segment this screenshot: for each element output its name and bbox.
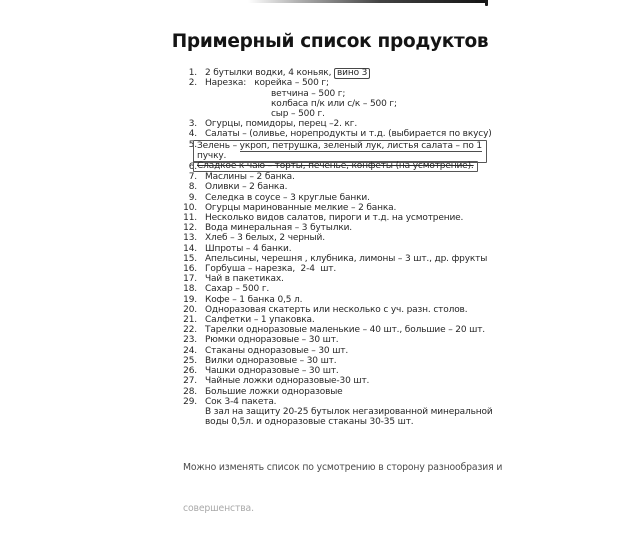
item-number: 14. [183,243,197,254]
list-item-continuation [179,109,493,119]
list-item-28 [179,387,493,397]
text-segment: Салаты – (оливье, норепродукты и [205,129,369,140]
item-number: 9. [188,192,197,203]
item-number: 15. [183,253,197,264]
list-item-20 [179,305,493,315]
item-text [205,356,336,366]
item-text [205,387,343,397]
list-item-29 [179,397,493,407]
text-segment: Нарезка: корейка – 500 г; [205,78,329,89]
text-segment: Вилки одноразовые – 30 шт. [205,355,337,366]
document-title: Примерный список продуктов [171,31,489,52]
list-item-11 [179,213,493,223]
item-text [205,203,396,213]
text-segment: Тарелки одноразовые маленькие – 40 шт., большие – 20 шт. [205,325,486,336]
item-text [205,182,287,192]
text-segment: т.д. [368,129,386,140]
item-number: 26. [183,366,197,377]
list-item-14 [179,244,493,254]
list-item-23 [179,335,493,345]
item-text [205,397,276,407]
item-text [205,264,336,274]
item-number: 13. [183,233,197,244]
item-number: 3. [188,119,197,130]
text-segment: Оливки – 2 банка. [205,182,288,193]
item-text [205,68,370,78]
text-segment: Кофе – 1 банка 0,5 л. [205,294,303,305]
footer-note [183,433,502,543]
text-segment: (выбирается по вкусу) [385,129,492,140]
item-text [205,407,493,417]
item-text [205,417,414,427]
list-item-27 [179,376,493,386]
text-segment: Маслины – 2 банка. [205,172,295,183]
list-item-12 [179,223,493,233]
item-number: 22. [183,325,197,336]
footer-line-2: совершенства. [183,502,254,514]
item-text [205,325,485,335]
item-number: 17. [183,274,197,285]
text-segment: Сок 3-4 пакета. [205,396,277,407]
item-number: 8. [188,182,197,193]
list-item-5 [179,140,493,162]
list-item-22 [179,325,493,335]
list-item-10 [179,203,493,213]
item-text [205,335,339,345]
item-text [205,274,284,284]
item-text [205,284,269,294]
scan-artifact-line [248,0,487,3]
list-item-4 [179,129,493,139]
item-text [205,119,357,129]
item-number: 16. [183,264,197,275]
text-segment: Большие ложки одноразовые [205,386,343,397]
item-text [205,89,345,99]
item-number: 4. [188,129,197,140]
text-segment: Зелень – [197,140,240,151]
text-segment: воды 0,5л. и одноразовые стаканы 30-35 шт. [205,417,414,428]
item-text [205,295,302,305]
text-segment: Чайные ложки одноразовые-30 шт. [205,376,370,387]
list-item-continuation [179,417,493,427]
item-number: 1. [188,68,197,78]
item-text [205,223,352,233]
text-segment: Одноразовая скатерть или несколько с уч. разн. столов. [205,304,468,315]
item-text [205,78,329,88]
text-segment: Огурцы маринованные мелкие – 2 банка. [205,202,397,213]
list-item-17 [179,274,493,284]
list-item-continuation [179,89,493,99]
item-number: 6. [188,162,197,173]
item-number: 18. [183,284,197,295]
list-item-9 [179,193,493,203]
list-item-15 [179,254,493,264]
text-segment: Сладкое к чаю – торты, печенье, конфеты (на усмотрение). [197,161,474,172]
list-item-3 [179,119,493,129]
item-text [205,254,487,264]
item-text [205,233,325,243]
item-text [205,129,492,139]
item-number: 7. [188,172,197,183]
item-number: 10. [183,202,197,213]
list-item-26 [179,366,493,376]
text-segment: укроп, петрушка, зеленый лук, листья салата – по 1 [239,140,482,151]
handwritten-box-greens [193,140,487,163]
list-item-8 [179,182,493,192]
handwritten-strikethrough-sweets [193,161,478,172]
text-segment: Хлеб – 3 белых, 2 черный. [205,233,325,244]
item-number: 19. [183,294,197,305]
text-segment: колбаса п/к или с/к – 500 г; [271,98,397,109]
list-item-19 [179,295,493,305]
item-text [205,193,370,203]
text-segment: Селедка в соусе – 3 круглые банки. [205,192,370,203]
item-text [205,346,348,356]
list-item-2 [179,78,493,88]
text-segment: Вода минеральная – 3 бутылки. [205,223,353,234]
item-number: 27. [183,376,197,387]
text-segment: Апельсины, черешня , клубника, лимоны – 3 шт., др. фрукты [205,253,488,264]
text-segment: Салфетки – 1 упаковка. [205,315,315,326]
product-list [179,68,493,427]
text-segment: Чай в пакетиках. [205,274,284,285]
text-segment: Шпроты – 4 банки. [205,243,292,254]
list-item-24 [179,346,493,356]
list-item-18 [179,284,493,294]
text-segment: Сахар – 500 г. [205,284,270,295]
item-text [205,172,295,182]
list-item-continuation [179,407,493,417]
item-text [205,213,463,223]
item-text [205,99,397,109]
item-number: 28. [183,386,197,397]
text-segment: В зал на защиту 20-25 бутылок негазированной минеральной [205,406,493,417]
list-item-7 [179,172,493,182]
text-segment: Рюмки одноразовые – 30 шт. [205,335,339,346]
item-number: 12. [183,223,197,234]
footer-line-1: Можно изменять список по усмотрению в сторону разнообразия и [183,461,503,473]
item-text [205,244,291,254]
item-number: 20. [183,304,197,315]
item-text [205,376,369,386]
item-text [205,315,315,325]
text-segment: Огурцы, помидоры, перец –2. кг. [205,119,358,130]
text-segment: Стаканы одноразовые – 30 шт. [205,345,349,356]
list-item-continuation [179,99,493,109]
item-number: 29. [183,396,197,407]
list-item-25 [179,356,493,366]
list-item-13 [179,233,493,243]
text-segment: 2 бутылки водки, 4 коньяк, [205,68,334,78]
text-segment: Горбуша – нарезка, 2-4 шт. [205,264,337,275]
item-number: 25. [183,355,197,366]
item-number: 11. [183,213,197,224]
item-number: 2. [188,78,197,89]
text-segment: ветчина – 500 г; [271,88,346,99]
text-segment: Чашки одноразовые – 30 шт. [205,366,339,377]
item-number: 21. [183,315,197,326]
text-segment: пучку. [197,150,227,161]
item-number: 5. [188,139,197,150]
text-segment: сыр – 500 г. [271,109,325,120]
list-item-6 [179,162,493,172]
item-text [205,305,467,315]
list-item-1 [179,68,493,78]
item-text [205,366,339,376]
item-number: 24. [183,345,197,356]
list-item-21 [179,315,493,325]
text-segment: Несколько видов салатов, пироги и т.д. на усмотрение. [205,213,464,224]
list-item-16 [179,264,493,274]
handwritten-box-wine: вино 3 [334,68,370,79]
item-number: 23. [183,335,197,346]
item-text [205,109,325,119]
